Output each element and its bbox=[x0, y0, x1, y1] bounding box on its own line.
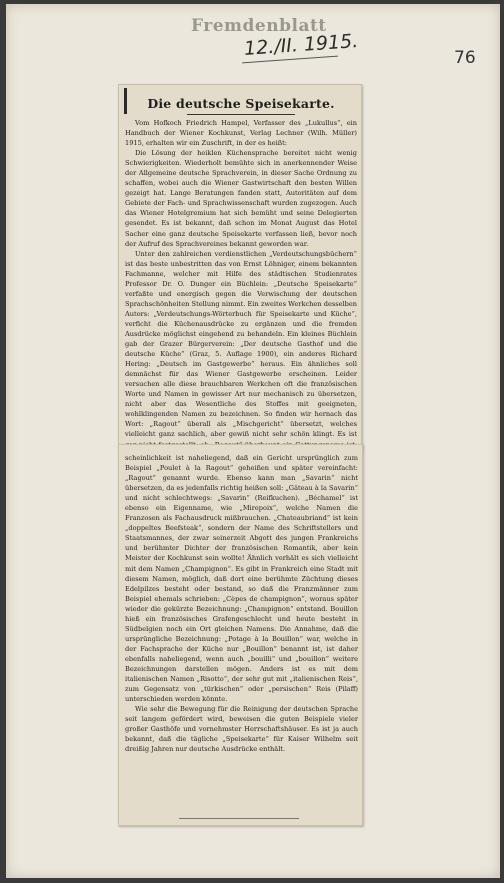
headline-rule bbox=[187, 114, 295, 115]
page-number: 76 bbox=[454, 48, 476, 68]
clipping-part-1 bbox=[118, 84, 362, 450]
paragraph-books: Unter den zahlreichen verdienstlichen „Verdeutschungsbüchern“ ist das beste unbestritten das von Ernst Löhniger, einem bekannten Fachmanne, welcher mit Hilfe des städtischen Studienrates Professor Dr. O. Dunger ein Büchlein: „Deutsche Speisekarte“ verfaßte und energisch gegen die Verwischung der deutschen Sprachschönheiten Stellung nimmt. Ein zweites Werkchen desselben Autors: „Verdeutschungs-Wörterbuch für Speisekarte und Küche“, verficht die Küchenausdrücke zu ergänzen und die fremden Ausdrücke möglichst eingehend zu behandeln. Ein kleines Büchlein gab der Grazer Bürgerverein: „Der deutsche Gasthof und die deutsche Küche“ (Graz, 5. Auflage 1900), ein anderes Richard Hering: „Deutsch im Gastgewerbe“ heraus. Ein ähnliches soll demnächst für das Wiener Gastgewerbe erscheinen. Leider versuchen alle diese brauchbaren Werkchen oft die französischen Worte und Namen in gewisser Art nur mechanisch zu übersetzen, nicht aber das Wesentliche des Stoffes mit geeigneten, wohlklingenden Namen zu bezeichnen. So finden wir hernach das Wort: „Ragout“ überall als „Mischgericht“ übersetzt, welches vielleicht ganz sachlich, aber gewiß nicht sehr schön klingt. Es ist bbox=[125, 249, 357, 439]
clipping-part-2 bbox=[118, 444, 363, 826]
paragraph-closing: Wie sehr die Bewegung für die Reinigung der deutschen Sprache seit langem gefördert wird, beweisen die guten Beispiele vieler großer Gasthöfe und vornehmster Herrschaftshäuser. Es ist ja auch bekannt, daß die tägliche „Speisekarte“ für Kaiser Wilhelm seit dreißig Jahren nur deutsche Ausdrücke enthält. bbox=[125, 705, 358, 754]
article-headline: Die deutsche Speisekarte. bbox=[147, 96, 335, 111]
paragraph-intro: Vom Hofkoch Friedrich Hampel, Verfasser des „Lukullus“, ein Handbuch der Wiener Kochkunst, Verlag Lechner (Wilh. Müller) 1915, erhalten wir ein Zuschrift, in der es heißt: bbox=[125, 119, 357, 148]
paragraph-continuation: scheinlichkeit ist naheliegend, daß ein Gericht ursprünglich zum Beispiel „Poulet à la Ragout“ geheißen und später vereinfacht: „Ragout“ genannt wurde. Ebenso kann man „Savarin“ nicht übersetzen, da es jedenfalls richtig heißen soll: „Gâteau à la Savarin“ und nicht schlechtwegs: „Savarin“ (Reifkuchen). „Béchamel“ ist ebenso ein Eigenname, wie „Mirepoix“, welche Namen die Franzosen als Fachausdruck mißbrauchen. „Chateaubriand“ ist kein „doppeltes Beefsteak“, sondern der Name des Schriftstellers und Staatsmannes, der zwar seinerzeit Abgott des jungen Frankreichs und berühmter Dichter der französischen Romantik, aber kein Meister der Kochkunst sein wollte! Ähnlich verhält es sich vielleicht mit dem Namen „Champignon“. Es gibt in Frankreich eine Stadt mit diesem Namen, möglich, daß dort eine berühmte Züchtung dieses Edelpilzes besteht oder bestand, so daß die Franzmänner zum Beispiel ehemals schrieben: „Cèpes de champignon“, woraus später wieder die gekürzte Bezeichnung: „Champignon“ entstand. Bouillon hieß ein französisches Grafengeschlecht und heute besteht in Südbelgien noch ein Ort gleichen Namens. Die Annahme, daß die ursprüngliche Bezeichnung: „Potage à la Bouillon“ war, welche in der Fachsprache der Küche nur „Bouillon“ benannt ist, ist daher ebenfalls naheliegend, wenn auch „bouilli“ und „bouillon“ weitere Bezeichnungen darstellen mögen. Anders ist es mit dem italienischen Namen „Risotto“, der sehr gut mit „italienischen Reis“, zum Gegensatz von „türkischen“ oder „persischen“ Reis (Pilaff) unterschieden werden könnte. bbox=[125, 454, 358, 704]
newspaper-stamp: Fremdenblatt bbox=[191, 16, 327, 36]
margin-marker bbox=[124, 88, 127, 114]
handwritten-date: 12./II. 1915. bbox=[243, 30, 359, 60]
paragraph-solution: Die Lösung der heiklen Küchensprache bereitet nicht wenig Schwierigkeiten. Wiederholt bemühte sich in anerkennender Weise der Allgemeine deutsche Sprachverein, in dieser Sache Ordnung zu schaffen, wobei auch die Wiener Gastwirtschaft den besten Willen gezeigt hat. Lange Beratungen fanden statt, Autoritäten auf dem Gebiete der Fach- und Sprachwissenschaft wurden zugezogen. Auch das Wiener Hotelgremium hat sich bemüht und seine Delegierten gesendet. Es ist bekannt, daß schon im Monat August das Hotel Sacher eine ganz deutsche Speisekarte verfassen ließ, bevor noch der Aufruf des Sprachvereines bekannt geworden war. bbox=[125, 149, 357, 248]
archive-page bbox=[6, 4, 500, 878]
end-rule bbox=[179, 818, 299, 819]
